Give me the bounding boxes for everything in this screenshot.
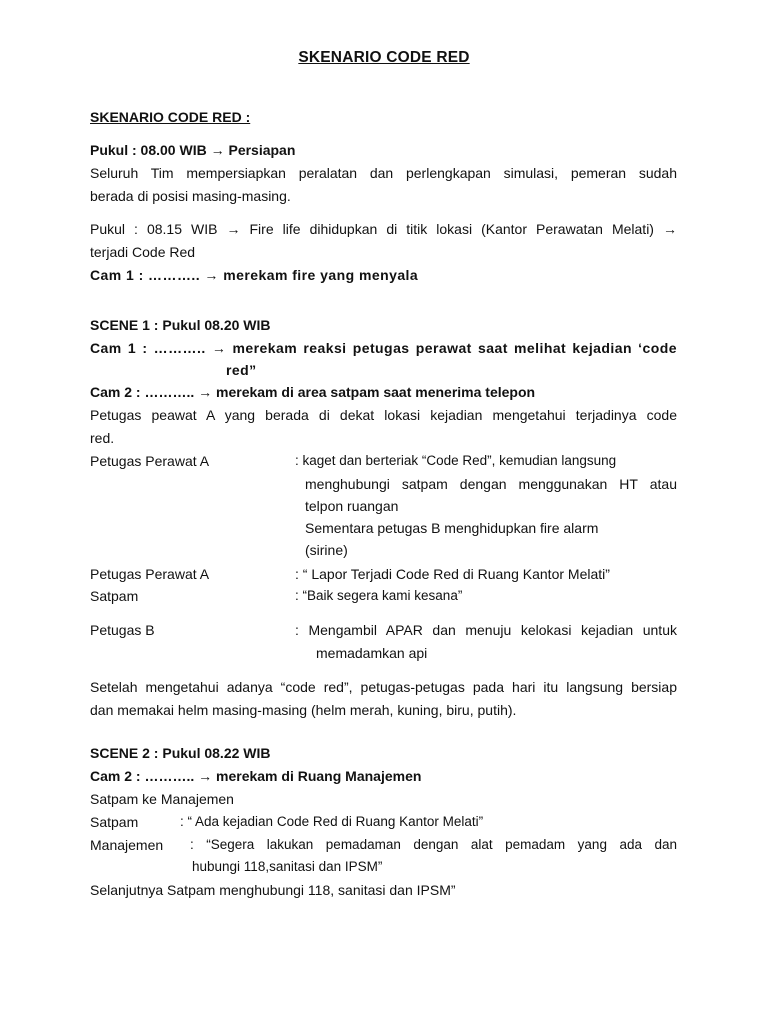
text-line: Satpam ke Manajemen xyxy=(90,791,234,807)
dialogue-text: : “ Ada kejadian Code Red di Ruang Kantor Melati” xyxy=(180,814,484,829)
speaker-label: Petugas B xyxy=(90,622,155,638)
cam-line: Cam 1 : ……….. → merekam fire yang menyala xyxy=(90,267,419,283)
cam-line: Cam 2 : ……….. → merekam di Ruang Manajemen xyxy=(90,768,422,784)
dialogue-text: telpon ruangan xyxy=(305,498,399,514)
text-line: red. xyxy=(90,430,115,446)
dialogue-text: Sementara petugas B menghidupkan fire alarm xyxy=(305,520,599,536)
text-line: dan memakai helm masing-masing (helm merah, kuning, biru, putih). xyxy=(90,702,517,718)
dialogue-text: (sirine) xyxy=(305,542,348,558)
speaker-label: Satpam xyxy=(90,814,139,830)
speaker-label: Manajemen xyxy=(90,837,164,853)
document-title: SKENARIO CODE RED xyxy=(298,49,470,66)
text-line: Seluruh Tim mempersiapkan peralatan dan perlengkapan simulasi, pemeran sudah xyxy=(90,165,677,181)
dialogue-text: : “Baik segera kami kesana” xyxy=(295,588,463,603)
cam-line-continued: red” xyxy=(226,362,257,378)
time-line-0815 xyxy=(90,220,677,238)
dialogue-text: : “ Lapor Terjadi Code Red di Ruang Kantor Melati” xyxy=(295,566,610,582)
dialogue-text: : “Segera lakukan pemadaman dengan alat pemadam yang ada dan xyxy=(190,837,677,852)
text-line: terjadi Code Red xyxy=(90,244,196,260)
cam-line: Cam 1 : ……….. → merekam reaksi petugas perawat saat melihat kejadian ‘code xyxy=(90,340,677,356)
dialogue-text: memadamkan api xyxy=(316,645,428,661)
text-line: Petugas peawat A yang berada di dekat lokasi kejadian mengetahui terjadinya code xyxy=(90,407,677,423)
cam-line: Cam 2 : ……….. → merekam di area satpam saat menerima telepon xyxy=(90,384,536,400)
speaker-label: Satpam xyxy=(90,588,139,604)
dialogue-text: menghubungi satpam dengan menggunakan HT atau xyxy=(305,476,677,492)
dialogue-text: : Mengambil APAR dan menuju kelokasi kejadian untuk xyxy=(295,622,677,638)
speaker-label: Petugas Perawat A xyxy=(90,453,210,469)
dialogue-text: hubungi 118,sanitasi dan IPSM” xyxy=(192,859,383,874)
text-line: Setelah mengetahui adanya “code red”, petugas-petugas pada hari itu langsung bersiap xyxy=(90,679,677,695)
speaker-label: Petugas Perawat A xyxy=(90,566,210,582)
text-line: berada di posisi masing-masing. xyxy=(90,188,291,204)
section-heading: SKENARIO CODE RED : xyxy=(90,109,251,125)
text-line: Pukul : 08.15 WIB → Fire life dihidupkan di titik lokasi (Kantor Perawatan Melati) → xyxy=(90,221,677,237)
time-line-0800: Pukul : 08.00 WIB → Persiapan xyxy=(90,142,296,158)
scene-2-heading: SCENE 2 : Pukul 08.22 WIB xyxy=(90,745,271,761)
scene-1-heading: SCENE 1 : Pukul 08.20 WIB xyxy=(90,317,271,333)
dialogue-text: : kaget dan berteriak “Code Red”, kemudian langsung xyxy=(295,453,617,468)
text-line: Selanjutnya Satpam menghubungi 118, sanitasi dan IPSM” xyxy=(90,882,456,898)
